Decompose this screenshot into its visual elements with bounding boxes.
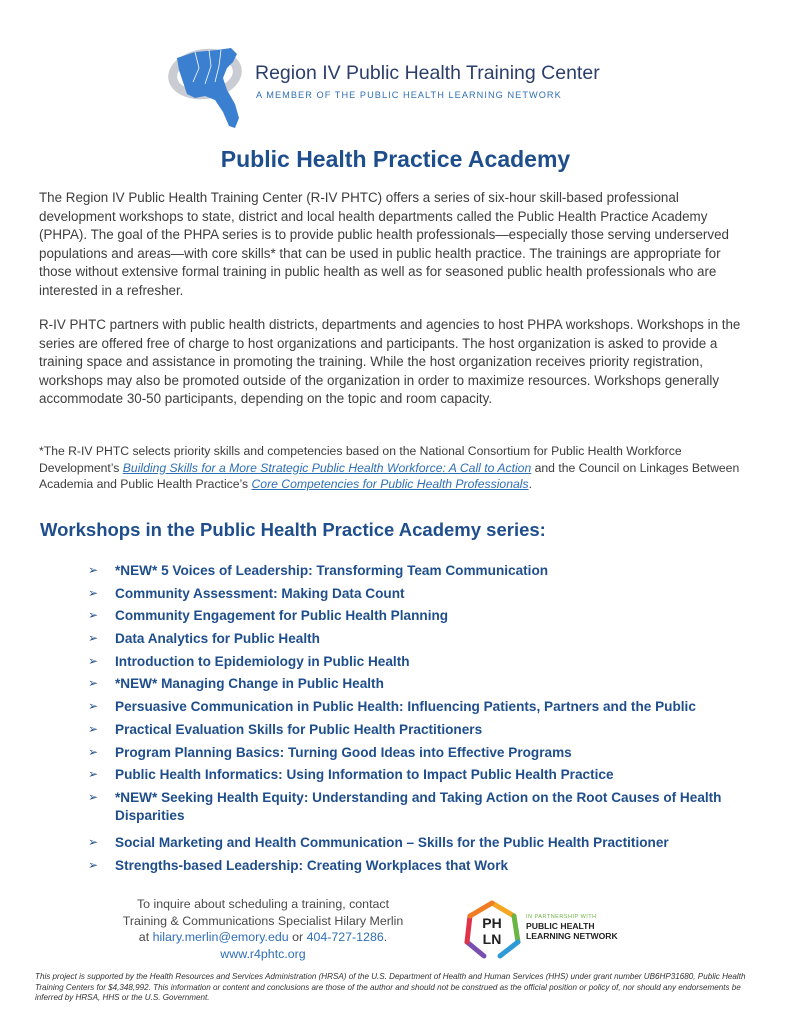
list-item (88, 629, 768, 652)
workshop-title: *NEW* 5 Voices of Leadership: Transforming Team Communication (115, 563, 549, 578)
list-item (88, 788, 768, 833)
arrow-bullet-icon: ➢ (88, 699, 99, 714)
region-iv-map-logo (165, 38, 255, 133)
workshop-title: Community Assessment: Making Data Count (115, 585, 405, 601)
workshop-title: Introduction to Epidemiology in Public Health (115, 653, 410, 669)
intro-paragraph-2: R-IV PHTC partners with public health districts, departments and agencies to host PHPA workshops. Workshops in the series are offered free of charge to host organizations and participants. The host organization is asked to provide a training space and assistance in promoting the training. While the host organization receives priority registration, workshops may also be promoted outside of the organization in order to maximize resources. Workshops generally accommodate 30-50 participants, depending on the topic and room capacity. (39, 317, 741, 407)
arrow-bullet-icon: ➢ (88, 767, 99, 782)
workshop-title: Public Health Informatics: Using Information to Impact Public Health Practice (115, 767, 614, 783)
partner-label: IN PARTNERSHIP WITH (526, 914, 597, 920)
contact-info (113, 896, 413, 962)
partner-name-line-1: PUBLIC HEALTH (526, 921, 595, 931)
arrow-bullet-icon: ➢ (88, 676, 99, 691)
phln-logo-icon (462, 900, 522, 960)
workshops-heading: Workshops in the Public Health Practice Academy series: (40, 519, 546, 540)
arrow-bullet-icon: ➢ (88, 857, 99, 872)
phln-logo-text-top: PH (482, 915, 502, 931)
list-item (88, 833, 768, 856)
header (165, 38, 635, 133)
arrow-bullet-icon: ➢ (88, 834, 99, 849)
partner-name (526, 921, 618, 941)
workshop-title: Practical Evaluation Skills for Public Health Practitioners (115, 721, 483, 737)
workshop-title: Strengths-based Leadership: Creating Workplaces that Work (115, 857, 509, 873)
arrow-bullet-icon: ➢ (88, 608, 99, 623)
footnote-text-3: . (528, 477, 532, 491)
list-item (88, 697, 768, 720)
list-item (88, 674, 768, 697)
footnote-text-2: and the Council on Linkages Between Academia and Public Health Practice’s (39, 460, 740, 491)
arrow-bullet-icon: ➢ (88, 653, 99, 668)
contact-at-text: at (138, 930, 153, 944)
workshop-title: Social Marketing and Health Communication – Skills for the Public Health Practitioner (115, 834, 669, 850)
building-skills-link[interactable]: Building Skills for a More Strategic Public Health Workforce: A Call to Action (122, 460, 532, 475)
list-item (88, 720, 768, 743)
list-item (88, 561, 768, 584)
workshop-title: Data Analytics for Public Health (115, 631, 320, 647)
list-item (88, 856, 768, 879)
list-item (88, 765, 768, 788)
core-competencies-link[interactable]: Core Competencies for Public Health Professionals (251, 477, 529, 491)
arrow-bullet-icon: ➢ (88, 721, 99, 736)
phln-partner-block (462, 900, 662, 950)
arrow-bullet-icon: ➢ (88, 744, 99, 759)
phln-logo-text-bottom: LN (482, 931, 502, 947)
list-item (88, 743, 768, 766)
contact-period: . (383, 930, 388, 944)
list-item (88, 606, 768, 629)
footnote (39, 443, 757, 493)
partner-name-line-2: LEARNING NETWORK (526, 931, 618, 941)
workshop-list (88, 561, 768, 878)
list-item (88, 584, 768, 607)
list-item (88, 652, 768, 675)
intro-paragraph-1: The Region IV Public Health Training Center (R-IV PHTC) offers a series of six-hour skill-based professional development workshops to state, district and local health departments called the Public Health Practice Academy (PHPA). The goal of the PHPA series is to provide public health professionals—especially those serving underserved populations and areas—with core skills* that can be used in public health practice. The trainings are appropriate for those without extensive formal training in public health as well as for seasoned public health professionals who are interested in a refresher. (39, 190, 729, 298)
workshop-title: *NEW* Seeking Health Equity: Understanding and Taking Action on the Root Causes of Health Disparities (115, 789, 722, 823)
contact-line-1: To inquire about scheduling a training, contact (136, 897, 390, 911)
contact-line-2: Training & Communications Specialist Hilary Merlin (122, 913, 404, 928)
phone-link[interactable]: 404-727-1286 (306, 930, 384, 944)
workshop-title: Community Engagement for Public Health Planning (115, 608, 449, 624)
workshop-title: Persuasive Communication in Public Health: Influencing Patients, Partners and the Public (115, 699, 696, 715)
contact-line-3 (113, 929, 413, 946)
footnote-text-1: *The R-IV PHTC selects priority skills and competencies based on the National Consortium for Public Health Workforce Development’s (39, 444, 682, 475)
workshop-title: Program Planning Basics: Turning Good Ideas into Effective Programs (115, 744, 572, 760)
page-title: Public Health Practice Academy (220, 146, 571, 172)
arrow-bullet-icon: ➢ (88, 789, 99, 804)
org-tagline: A MEMBER OF THE PUBLIC HEALTH LEARNING NETWORK (256, 90, 562, 100)
arrow-bullet-icon: ➢ (88, 563, 99, 577)
funding-disclaimer: This project is supported by the Health Resources and Services Administration (HRSA) of the U.S. Department of Health and Human Services (HHS) under grant number UB6HP31680, Public Health Training Centers for $4,348,992. This information or content and conclusions are those of the author and should not be construed as the official position or policy of, nor should any endorsements be inferred by HRSA, HHS or the U.S. Government. (35, 972, 746, 1003)
contact-or-text: or (288, 930, 307, 944)
website-link[interactable]: www.r4phtc.org (220, 946, 306, 961)
arrow-bullet-icon: ➢ (88, 585, 99, 600)
org-name: Region IV Public Health Training Center (255, 62, 600, 84)
email-link[interactable]: hilary.merlin@emory.edu (152, 930, 289, 944)
arrow-bullet-icon: ➢ (88, 631, 99, 646)
workshop-title: *NEW* Managing Change in Public Health (115, 676, 384, 692)
